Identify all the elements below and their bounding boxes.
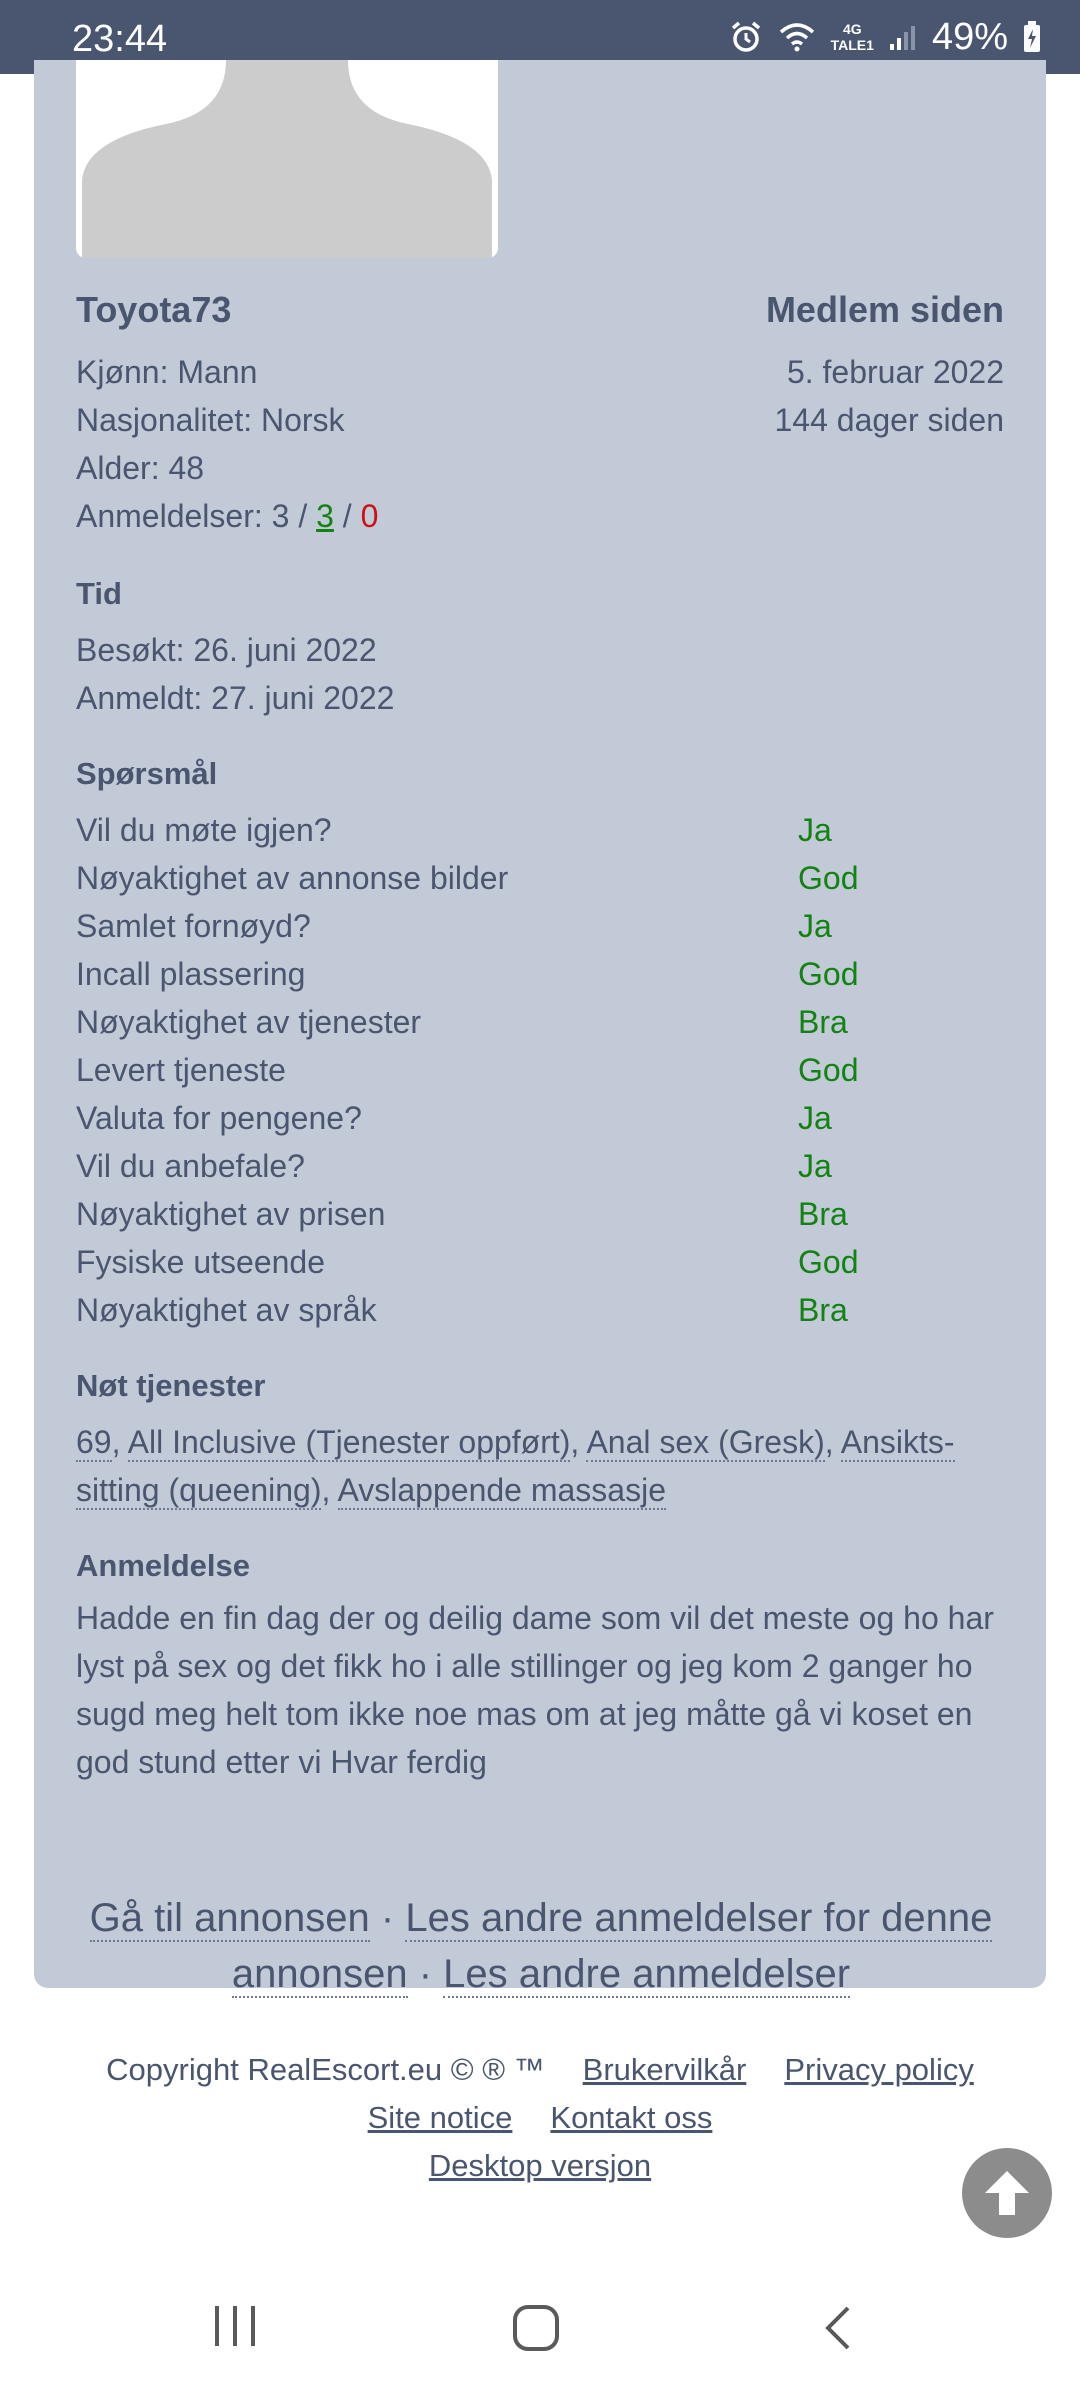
other-reviews-link[interactable]: Les andre anmeldelser	[443, 1952, 851, 1996]
network-type: 4G	[842, 21, 862, 37]
profile-placeholder-icon	[76, 60, 498, 258]
nationality: Nasjonalitet: Norsk	[76, 402, 345, 438]
question-answer: Ja	[798, 1100, 832, 1136]
terms-link[interactable]: Brukervilkår	[582, 2052, 747, 2087]
review-card	[34, 60, 1046, 1996]
service-separator: ,	[111, 1424, 128, 1460]
battery-charging-icon	[1022, 20, 1042, 54]
reviews-separator: /	[289, 498, 317, 534]
service-separator: ,	[824, 1424, 841, 1460]
service-link[interactable]: sitting (queening)	[76, 1472, 322, 1508]
username: Toyota73	[76, 289, 232, 330]
review-heading: Anmeldelse	[76, 1548, 251, 1583]
home-icon	[512, 2304, 560, 2352]
service-link[interactable]: Avslappende massasje	[337, 1472, 666, 1508]
question-label: Nøyaktighet av prisen	[76, 1196, 386, 1232]
question-label: Valuta for pengene?	[76, 1100, 362, 1136]
question-label: Nøyaktighet av annonse bilder	[76, 860, 509, 896]
services-heading: Nøt tjenester	[76, 1368, 266, 1403]
member-since-label: Medlem siden	[765, 289, 1004, 330]
footer-line-3	[0, 2142, 1080, 2190]
scroll-to-top-button[interactable]	[962, 2148, 1052, 2238]
reviews-separator: /	[333, 498, 361, 534]
services-line-2	[76, 1470, 666, 1510]
wifi-icon	[777, 20, 817, 54]
site-notice-link[interactable]: Site notice	[367, 2100, 513, 2135]
contact-link[interactable]: Kontakt oss	[550, 2100, 713, 2135]
member-date: 5. februar 2022	[786, 354, 1004, 390]
question-label: Samlet fornøyd?	[76, 908, 311, 944]
question-answer: God	[798, 956, 859, 992]
copyright: Copyright RealEscort.eu © ® ™	[106, 2052, 545, 2087]
question-label: Fysiske utseende	[76, 1244, 326, 1280]
recent-apps-icon	[212, 2304, 258, 2348]
alarm-icon	[729, 20, 763, 54]
service-separator: ,	[570, 1424, 587, 1460]
question-answer: Bra	[798, 1004, 848, 1040]
question-answer: Bra	[798, 1196, 848, 1232]
back-button[interactable]	[822, 2304, 854, 2357]
footer	[0, 2046, 1080, 2190]
link-separator: ·	[369, 1896, 406, 1940]
home-button[interactable]	[512, 2304, 560, 2357]
question-label: Incall plassering	[76, 956, 306, 992]
service-link[interactable]: Anal sex (Gresk)	[586, 1424, 825, 1460]
signal-icon	[888, 22, 918, 52]
question-answer: God	[798, 1052, 859, 1088]
footer-line-2	[0, 2094, 1080, 2142]
question-answer: Ja	[798, 908, 832, 944]
question-label: Levert tjeneste	[76, 1052, 286, 1088]
review-text: Hadde en fin dag der og deilig dame som vil det meste og ho har lyst på sex og det fikk ho i alle stillinger og jeg kom 2 ganger ho sugd meg helt tom ikke noe mas om at jeg måtte gå vi koset en god stund etter vi Hvar ferdig	[76, 1600, 994, 1780]
other-reviews-ad-link[interactable]: Les andre anmeldelser for denne	[405, 1896, 993, 1940]
recent-apps-button[interactable]	[212, 2304, 258, 2353]
question-label: Vil du møte igjen?	[76, 812, 332, 848]
services-line-1	[76, 1422, 955, 1462]
service-link[interactable]: Ansikts-	[840, 1424, 955, 1460]
service-separator: ,	[321, 1472, 338, 1508]
service-link[interactable]: 69	[76, 1424, 112, 1460]
gender: Kjønn: Mann	[76, 354, 258, 390]
service-link[interactable]: All Inclusive (Tjenester oppført)	[127, 1424, 571, 1460]
question-label: Nøyaktighet av språk	[76, 1292, 377, 1328]
reviewed-date: Anmeldt: 27. juni 2022	[76, 680, 395, 716]
status-time: 23:44	[72, 18, 168, 60]
navigation-bar	[0, 2260, 1080, 2400]
footer-line-1	[0, 2046, 1080, 2094]
review-links	[76, 1890, 1006, 2002]
desktop-version-link[interactable]: Desktop versjon	[428, 2148, 652, 2183]
battery-percent: 49%	[931, 15, 1008, 58]
question-answer: God	[798, 860, 859, 896]
avatar	[76, 60, 498, 258]
reviews-total: Anmeldelser: 3	[76, 498, 290, 534]
member-days: 144 dager siden	[774, 402, 1004, 438]
visited-date: Besøkt: 26. juni 2022	[76, 632, 377, 668]
time-heading: Tid	[76, 576, 122, 611]
question-label: Vil du anbefale?	[76, 1148, 305, 1184]
goto-ad-link[interactable]: Gå til annonsen	[89, 1896, 370, 1940]
reviews-count	[76, 496, 378, 536]
question-answer: God	[798, 1244, 859, 1280]
privacy-link[interactable]: Privacy policy	[784, 2052, 974, 2087]
link-separator: ·	[407, 1952, 444, 1996]
question-answer: Bra	[798, 1292, 848, 1328]
question-answer: Ja	[798, 1148, 832, 1184]
status-icons	[729, 14, 1042, 60]
question-answer: Ja	[798, 812, 832, 848]
question-label: Nøyaktighet av tjenester	[76, 1004, 422, 1040]
questions-heading: Spørsmål	[76, 756, 218, 791]
back-icon	[822, 2304, 854, 2352]
reviews-positive-link[interactable]: 3	[316, 498, 334, 534]
other-reviews-ad-link[interactable]: annonsen	[231, 1952, 408, 1996]
reviews-negative: 0	[360, 498, 379, 534]
age: Alder: 48	[76, 450, 205, 486]
arrow-up-icon	[979, 2165, 1035, 2221]
network-indicator	[831, 21, 874, 53]
carrier-label: TALE1	[830, 37, 874, 53]
